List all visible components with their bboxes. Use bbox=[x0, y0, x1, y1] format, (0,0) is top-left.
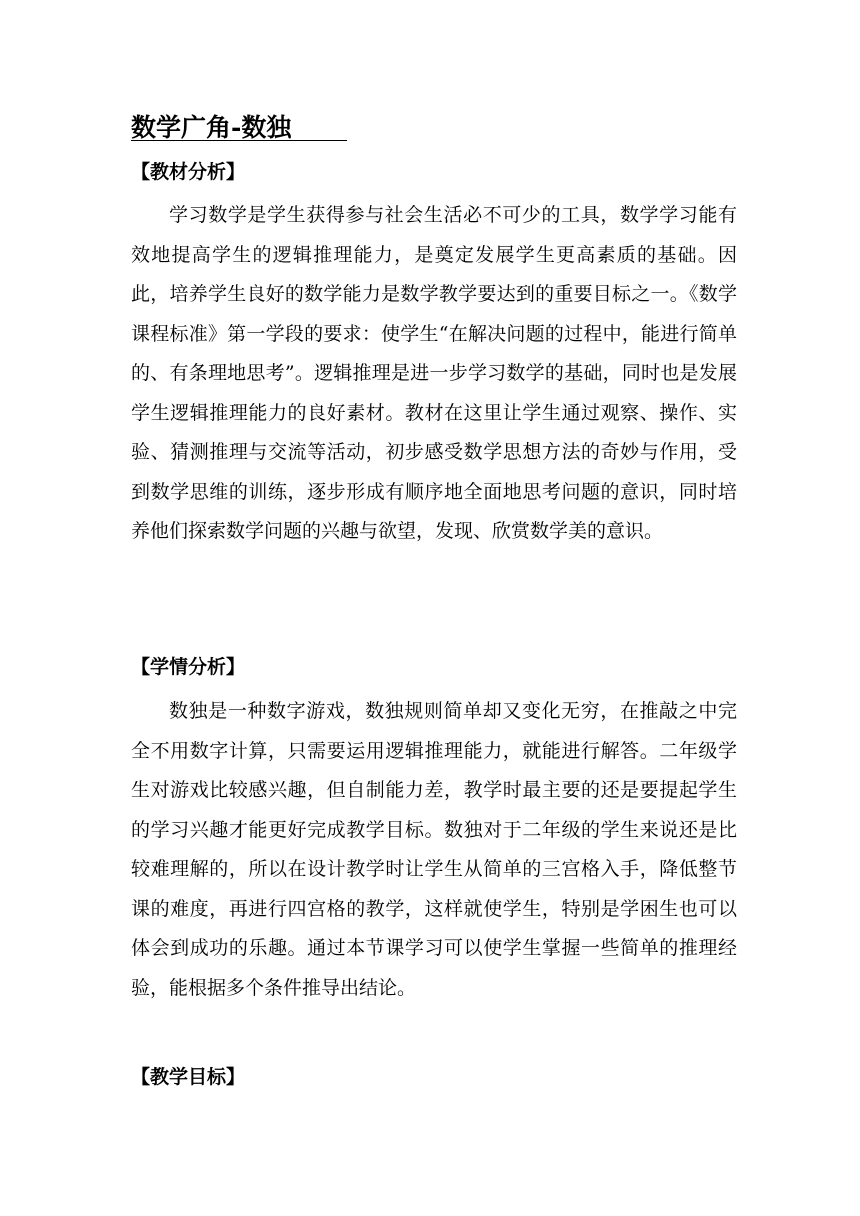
section-heading-teaching-goals: 【教学目标】 bbox=[131, 1066, 246, 1088]
section-paragraph-textbook-analysis: 学习数学是学生获得参与社会生活必不可少的工具，数学学习能有效地提高学生的逻辑推理能力，是奠定发展学生更高素质的基础。因此，培养学生良好的数学能力是数学教学要达到的重要目标之一。《数学课程标准》第一学段的要求：使学生“在解决问题的过程中，能进行简单的、有条理地思考”。逻辑推理是进一步学习数学的基础，同时也是发展学生逻辑推理能力的良好素材。教材在这里让学生通过观察、操作、实验、猜测推理与交流等活动，初步感受数学思想方法的奇妙与作用，受到数学思维的训练，逐步形成有顺序地全面地思考问题的意识，同时培养他们探索数学问题的兴趣与欲望，发现、欣赏数学美的意识。 bbox=[131, 204, 737, 542]
document-title: 数学广角-数独 bbox=[131, 113, 292, 142]
title-underline bbox=[131, 140, 347, 141]
section-paragraph-student-analysis: 数独是一种数字游戏，数独规则简单却又变化无穷，在推敲之中完全不用数字计算，只需要运用逻辑推理能力，就能进行解答。二年级学生对游戏比较感兴趣，但自制能力差，教学时最主要的还是要提起学生的学习兴趣才能更好完成教学目标。数独对于二年级的学生来说还是比较难理解的，所以在设计教学时让学生从简单的三宫格入手，降低整节课的难度，再进行四宫格的教学，这样就使学生，特别是学困生也可以体会到成功的乐趣。通过本节课学习可以使学生掌握一些简单的推理经验，能根据多个条件推导出结论。 bbox=[131, 700, 737, 999]
section-heading-textbook-analysis: 【教材分析】 bbox=[131, 161, 246, 183]
section-heading-student-analysis: 【学情分析】 bbox=[131, 656, 246, 678]
